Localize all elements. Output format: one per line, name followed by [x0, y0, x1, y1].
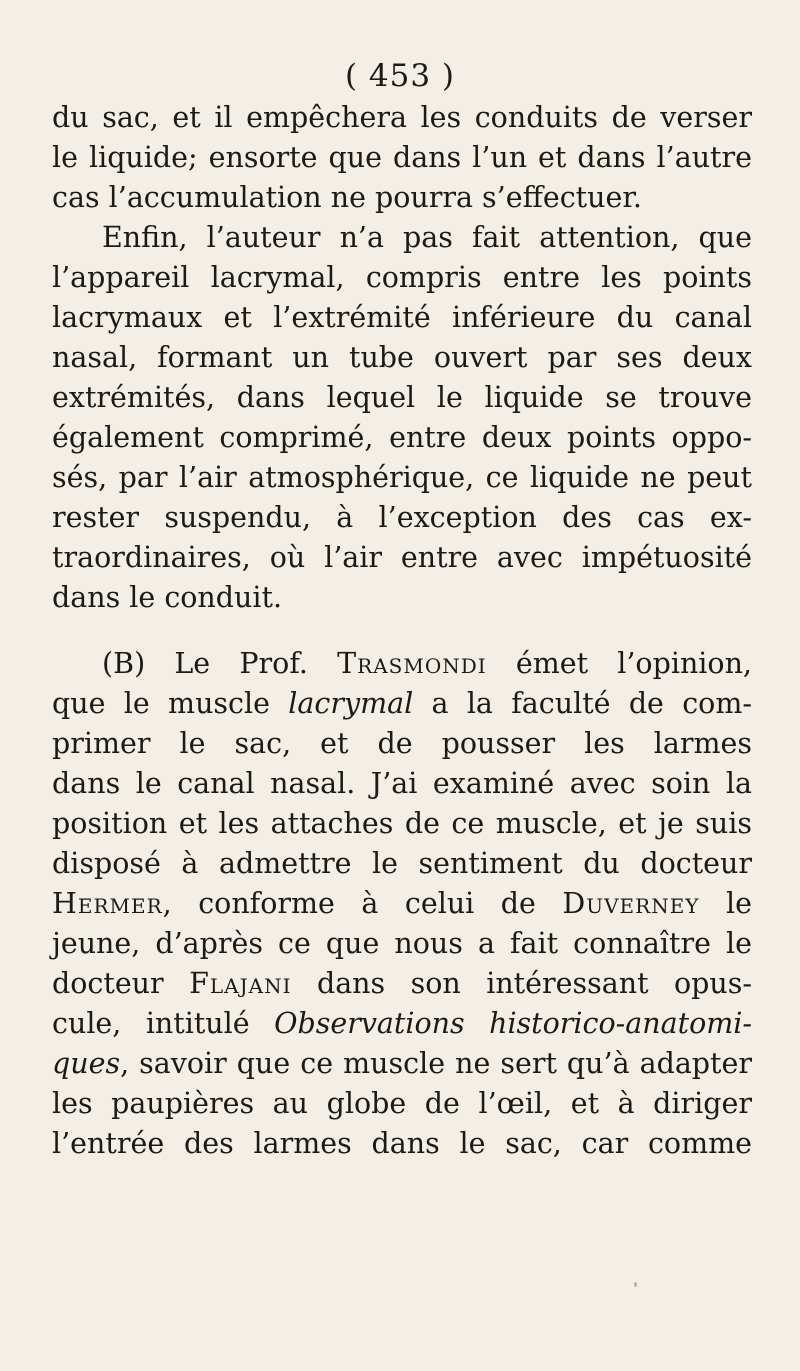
text-line: dans le conduit.: [52, 581, 283, 614]
text-line: lacrymaux et l’extrémité inférieure du canal: [52, 301, 752, 334]
text-run: que le muscle: [52, 687, 289, 720]
text-line: position et les attaches de ce muscle, et je suis: [52, 807, 752, 840]
text-run: dans son intéressant opus-: [291, 967, 752, 1000]
text-run: docteur: [52, 967, 190, 1000]
text-line: également comprimé, entre deux points oppo-: [52, 421, 752, 454]
text-line: les paupières au globe de l’œil, et à diriger: [52, 1087, 752, 1120]
text-line: le liquide; ensorte que dans l’un et dans l’autre: [52, 141, 752, 174]
text-line: primer le sac, et de pousser les larmes: [52, 727, 752, 760]
paper-speck: [634, 1282, 637, 1287]
text-line: l’appareil lacrymal, compris entre les points: [52, 261, 752, 294]
text-run: cule, intitulé: [52, 1007, 275, 1040]
text-run: le: [699, 887, 752, 920]
text-line: [52, 644, 752, 684]
text-run: (B) Le Prof.: [102, 647, 338, 680]
paragraph-gap: [52, 618, 752, 644]
text-line: rester suspendu, à l’exception des cas ex-: [52, 501, 752, 534]
page-number: ( 453 ): [344, 58, 456, 94]
author-name: Hermer: [52, 887, 163, 920]
text-run: , savoir que ce muscle ne sert qu’à adapter: [120, 1047, 752, 1080]
body-text: [52, 98, 752, 1164]
text-line: [52, 1004, 752, 1044]
text-line: sés, par l’air atmosphérique, ce liquide ne peut: [52, 461, 752, 494]
text-line: disposé à admettre le sentiment du docteur: [52, 847, 752, 880]
author-name: Flajani: [189, 967, 292, 1000]
text-line: dans le canal nasal. J’ai examiné avec soin la: [52, 767, 752, 800]
text-line: Enfin, l’auteur n’a pas fait attention, que: [102, 221, 752, 254]
text-line: [52, 1044, 752, 1084]
text-line: nasal, formant un tube ouvert par ses deux: [52, 341, 752, 374]
author-name: Trasmondi: [337, 647, 487, 680]
text-line: jeune, d’après ce que nous a fait connaître le: [52, 927, 752, 960]
text-run: a la faculté de com-: [413, 687, 752, 720]
text-line: du sac, et il empêchera les conduits de verser: [52, 101, 752, 134]
author-name: Duverney: [562, 887, 700, 920]
text-line: extrémités, dans lequel le liquide se trouve: [52, 381, 752, 414]
text-run: émet l’opinion,: [486, 647, 752, 680]
italic-term: lacrymal: [288, 687, 414, 720]
text-line: traordinaires, où l’air entre avec impétuosité: [52, 541, 752, 574]
text-line: l’entrée des larmes dans le sac, car comme: [52, 1127, 752, 1160]
italic-title: ques: [52, 1047, 121, 1080]
text-run: , conforme à celui de: [162, 887, 563, 920]
text-line: [52, 884, 752, 924]
italic-title: Observations historico-anatomi-: [274, 1007, 753, 1040]
text-line: [52, 684, 752, 724]
text-line: cas l’accumulation ne pourra s’effectuer.: [52, 181, 642, 214]
text-line: [52, 964, 752, 1004]
